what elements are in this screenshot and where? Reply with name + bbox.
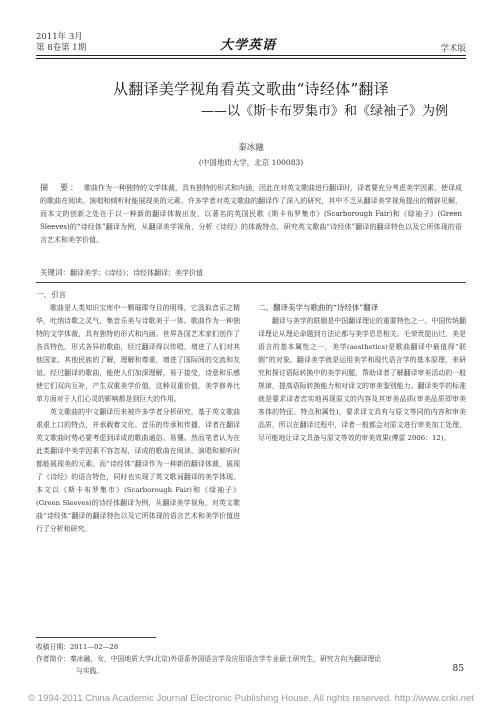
keywords-label: 关键词： <box>40 268 70 277</box>
abstract <box>40 181 462 247</box>
column-continuation-spacer <box>258 288 466 301</box>
article-title: 从翻译美学视角看英文歌曲“诗经体”翻译 <box>112 80 390 98</box>
abstract-label: 摘 要： <box>40 183 80 192</box>
article-subtitle: ——以《斯卡布罗集市》和《绿袖子》为例 <box>200 104 448 119</box>
body-paragraph: 英文歌曲的中文翻译历来被许多学者分析研究，基于英文歌曲艰艰上口的特点，并承载着文化、音乐的传承和传播，译者在翻译英文歌曲时势必要考虑到译成的歌曲通俗、易懂。然而笔者认为在此类翻译中美学因素不容忽视，译成的歌曲在阅读、演唱和倾听时都能展现美的元素。而“诗经体”翻译作为一种新的翻译体裁，展现了《诗经》的语言特色，同时也实现了英文歌词翻译的美学体现。本文以《斯卡布罗集市》(Scarborough Fair)和《绿袖子》(Green Sleeves)的诗经体翻译为例，从翻译美学视角，对英文歌曲“诗经体”翻译的翻译特色以及它所体现的语言艺术和美学价值进行了分析和研究。 <box>36 408 240 533</box>
section-heading-intro: 一、引言 <box>36 290 66 299</box>
abstract-separator <box>36 282 466 283</box>
author-affiliation: (中国地质大学，北京 100083) <box>198 158 304 167</box>
header-rule-thick <box>36 55 466 56</box>
author-name: 秦冰融 <box>238 143 264 153</box>
volume-number: 第 8卷第 1期 <box>36 43 87 53</box>
journal-logo: 大学英语 <box>220 38 277 53</box>
keywords <box>40 267 462 278</box>
keywords-text: 翻译美学；《诗经》；诗经体翻译；美学价值 <box>70 269 203 277</box>
abstract-text: 歌曲作为一种独特的文学体裁，具有独特的形式和内涵，因此在对英文歌曲进行翻译时，译者要充分考虑美学因素，使译成的歌曲在阅读、演唱和倾听时能展现美的元素。许多学者对英文歌曲的翻译作了深入的研究，其中不乏从翻译美学视角提出的精辟见解，而本文的创新之处在于以一种新的翻译体裁出发，以著名的英国民歌《斯卡布罗集市》(Scarborough Fair)和《绿袖子》(Green Sleeves)的“诗经体”翻译为例，从翻译美学视角，分析《诗经》的体裁特点，研究英文歌曲“诗经体”翻译的翻译特色以及它所体现的语言艺术和美学价值。 <box>40 184 462 244</box>
edition-label: 学术版 <box>440 44 466 54</box>
body-paragraph: 歌曲是人类知识宝库中一颗璀璨夺目的明珠，它汲取音乐之精华，吐纳诗歌之灵气，集音乐美与诗歌美于一体。歌曲作为一种独特的文学体裁，具有独特的形式和内涵。世界各国艺术家们创作了各具特色、形式各异的歌曲，经过翻译得以传唱，增进了人们对其他国家、其他民族的了解，理解和尊重，增进了国际间的交流和友谊。经过翻译的歌曲，能使人们加深理解，易于接受，诗意和乐感使它们双向互补，产生双重美学价值，这种双重价值，美学修养比单方面对于人们心灵的影响都是到巨大的作用。 <box>36 304 240 403</box>
section-heading-aesthetics: 二、翻译美学与歌曲的“诗经体”翻译 <box>258 303 379 312</box>
footnote-rule <box>36 637 156 638</box>
body-paragraph: 翻译与美学的联姻是中国翻译理论的重要特色之一。中国传统翻译理论从理论命题到方法论都与美学息息相关。毛荣贵提出过，美是语言的基本属性之一，美学(aesthetics)是歌曲翻译中最值得“联姻”的对象。翻译美学就是运用美学和现代语言学的基本原理，来研究和探讨语际转换中的美学问题，帮助译者了解翻译审美活动的一般规律，提高语际转换能力和对译文的审美鉴别能力。翻译美学的标准就是要求译者忠实地再现原文的内容及其审美品质(审美品质即审美客体的特征、特点和属性)，要求译文具有与原文等同的内容和审美品质，所以在翻译过程中，译者一般都会对原文进行审美加工处理，尽可能地让译文具备与原文等效的审美效果(傅雷 2006：12)。 <box>258 317 466 442</box>
header-rule-thin <box>36 58 466 59</box>
author-bio-continued: 与实践。 <box>76 667 104 675</box>
page-number: 85 <box>452 664 464 674</box>
body-column-right <box>258 288 466 445</box>
journal-header-issue <box>36 32 86 54</box>
copyright-notice: © 1994-2011 China Academic Journal Electronic Publishing House. All rights reserved. http://www.cnki.net <box>28 693 474 704</box>
issue-date: 2011年 3月 <box>36 32 83 42</box>
received-date: 收稿日期：2011—02—28 <box>36 643 119 651</box>
body-column-left <box>36 288 240 536</box>
footnote <box>36 641 466 677</box>
author-bio: 作者简介：秦冰融，女，中国地质大学(北京)外语系外国语言学及应用语言学专业硕士研究生，研究方向为翻译理论 <box>36 655 382 663</box>
